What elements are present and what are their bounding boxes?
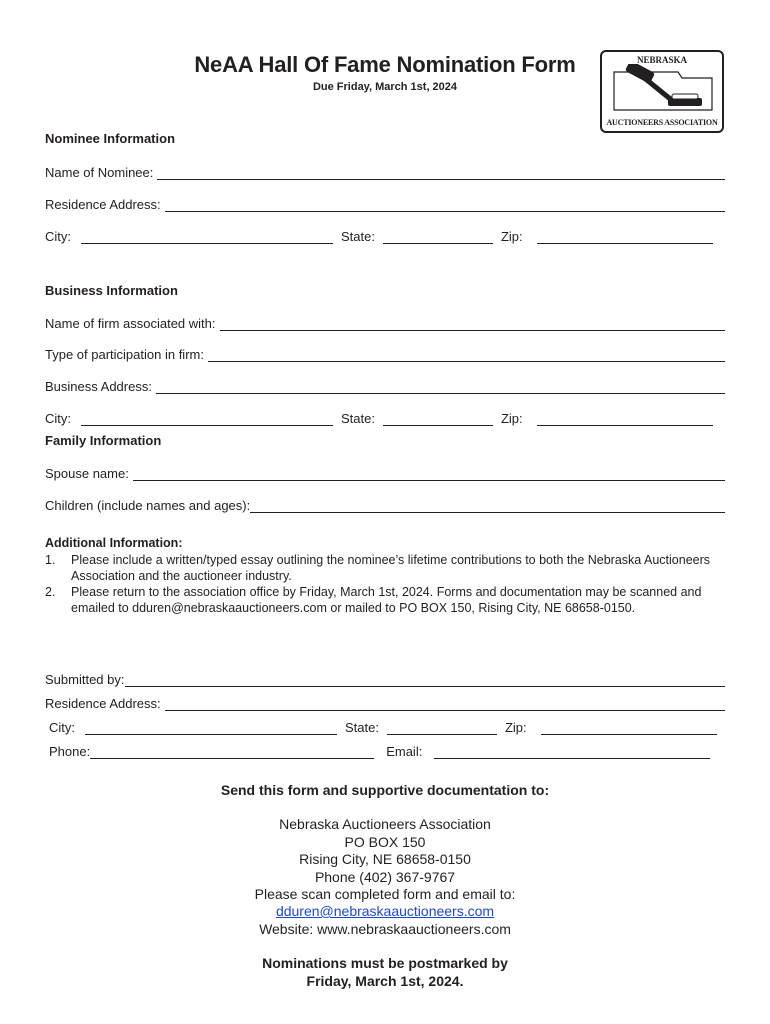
business-firm-field[interactable] — [220, 316, 725, 331]
submitted-address-label: Residence Address: — [45, 696, 161, 711]
business-state-field[interactable] — [383, 411, 493, 426]
nominee-address-field[interactable] — [165, 197, 725, 212]
footer-city: Rising City, NE 68658-0150 — [299, 851, 471, 867]
business-firm-row — [45, 313, 725, 331]
submitted-email-label: Email: — [386, 744, 423, 759]
nominee-state-label: State: — [341, 229, 375, 244]
submitted-address-row — [45, 693, 725, 711]
due-date: Due Friday, March 1st, 2024 — [312, 81, 458, 93]
footer-pobox: PO BOX 150 — [344, 834, 426, 850]
family-heading: Family Information — [45, 433, 162, 448]
postmark-line-2: Friday, March 1st, 2024. — [306, 973, 464, 989]
business-participation-row — [45, 344, 725, 362]
postmark-line-1: Nominations must be postmarked by — [262, 955, 508, 971]
association-logo — [600, 50, 724, 133]
nominee-zip-label: Zip: — [500, 229, 523, 244]
footer-org: Nebraska Auctioneers Association — [279, 816, 491, 832]
family-children-label: Children (include names and ages): — [45, 498, 251, 513]
footer-scan: Please scan completed form and email to: — [254, 886, 516, 902]
send-heading: Send this form and supportive documentation to: — [220, 782, 550, 798]
submitted-address-field[interactable] — [165, 696, 725, 711]
submitted-city-row — [49, 717, 725, 735]
business-city-row — [45, 408, 725, 426]
nominee-city-field[interactable] — [81, 229, 333, 244]
additional-item-2-text: Please return to the association office by Friday, March 1st, 2024. Forms and documentation may be scanned and emailed to dduren@nebraskaauctioneers.com or mailed to PO BOX 150, Rising City, NE 68658-0150. — [71, 585, 702, 615]
submitted-phone-row — [49, 741, 725, 759]
nominee-name-label: Name of Nominee: — [45, 165, 154, 180]
business-address-row — [45, 376, 725, 394]
nominee-heading: Nominee Information — [45, 131, 176, 146]
additional-heading: Additional Information: — [45, 536, 183, 550]
nominee-address-row — [45, 194, 725, 212]
submitted-by-label: Submitted by: — [45, 672, 125, 687]
business-participation-field[interactable] — [208, 347, 725, 362]
business-participation-label: Type of participation in firm: — [45, 347, 204, 362]
additional-item-2 — [45, 584, 725, 634]
business-zip-field[interactable] — [537, 411, 713, 426]
additional-item-2-number: 2. — [45, 585, 56, 599]
business-heading: Business Information — [45, 283, 178, 298]
nominee-name-row — [45, 162, 725, 180]
nominee-zip-field[interactable] — [537, 229, 713, 244]
submitted-state-field[interactable] — [387, 720, 497, 735]
business-state-label: State: — [341, 411, 375, 426]
submitted-city-label: City: — [49, 720, 75, 735]
nominee-city-label: City: — [45, 229, 71, 244]
business-firm-label: Name of firm associated with: — [45, 316, 216, 331]
form-title: NeAA Hall Of Fame Nomination Form — [194, 52, 576, 77]
footer-email-link[interactable]: dduren@nebraskaauctioneers.com — [275, 903, 495, 919]
submitted-zip-field[interactable] — [541, 720, 717, 735]
footer-website: Website: www.nebraskaauctioneers.com — [259, 921, 511, 937]
business-city-field[interactable] — [81, 411, 333, 426]
submitted-by-row — [45, 669, 725, 687]
submitted-phone-field[interactable] — [90, 744, 374, 759]
logo-bottom-text: AUCTIONEERS ASSOCIATION — [606, 118, 718, 127]
gavel-icon — [608, 64, 718, 116]
additional-item-1-number: 1. — [45, 553, 56, 567]
business-zip-label: Zip: — [500, 411, 523, 426]
additional-item-1-text: Please include a written/typed essay outlining the nominee’s lifetime contributions to both the Nebraska Auctioneers Association and the auctioneer industry. — [71, 553, 711, 583]
submitted-state-label: State: — [345, 720, 379, 735]
family-spouse-row — [45, 463, 725, 481]
submitted-zip-label: Zip: — [504, 720, 527, 735]
footer-phone: Phone (402) 367-9767 — [314, 869, 456, 885]
business-city-label: City: — [45, 411, 71, 426]
logo-top-text: NEBRASKA — [636, 55, 687, 65]
family-children-field[interactable] — [250, 498, 725, 513]
nominee-city-row — [45, 226, 725, 244]
family-spouse-label: Spouse name: — [45, 466, 129, 481]
submitted-city-field[interactable] — [85, 720, 337, 735]
nominee-state-field[interactable] — [383, 229, 493, 244]
business-address-label: Business Address: — [45, 379, 152, 394]
additional-item-1 — [45, 552, 725, 586]
business-address-field[interactable] — [156, 379, 725, 394]
family-children-row — [45, 495, 725, 513]
family-spouse-field[interactable] — [133, 466, 725, 481]
nominee-address-label: Residence Address: — [45, 197, 161, 212]
submitted-by-field[interactable] — [125, 672, 726, 687]
submitted-email-field[interactable] — [434, 744, 710, 759]
nominee-name-field[interactable] — [157, 165, 725, 180]
submitted-phone-label: Phone: — [49, 744, 91, 759]
